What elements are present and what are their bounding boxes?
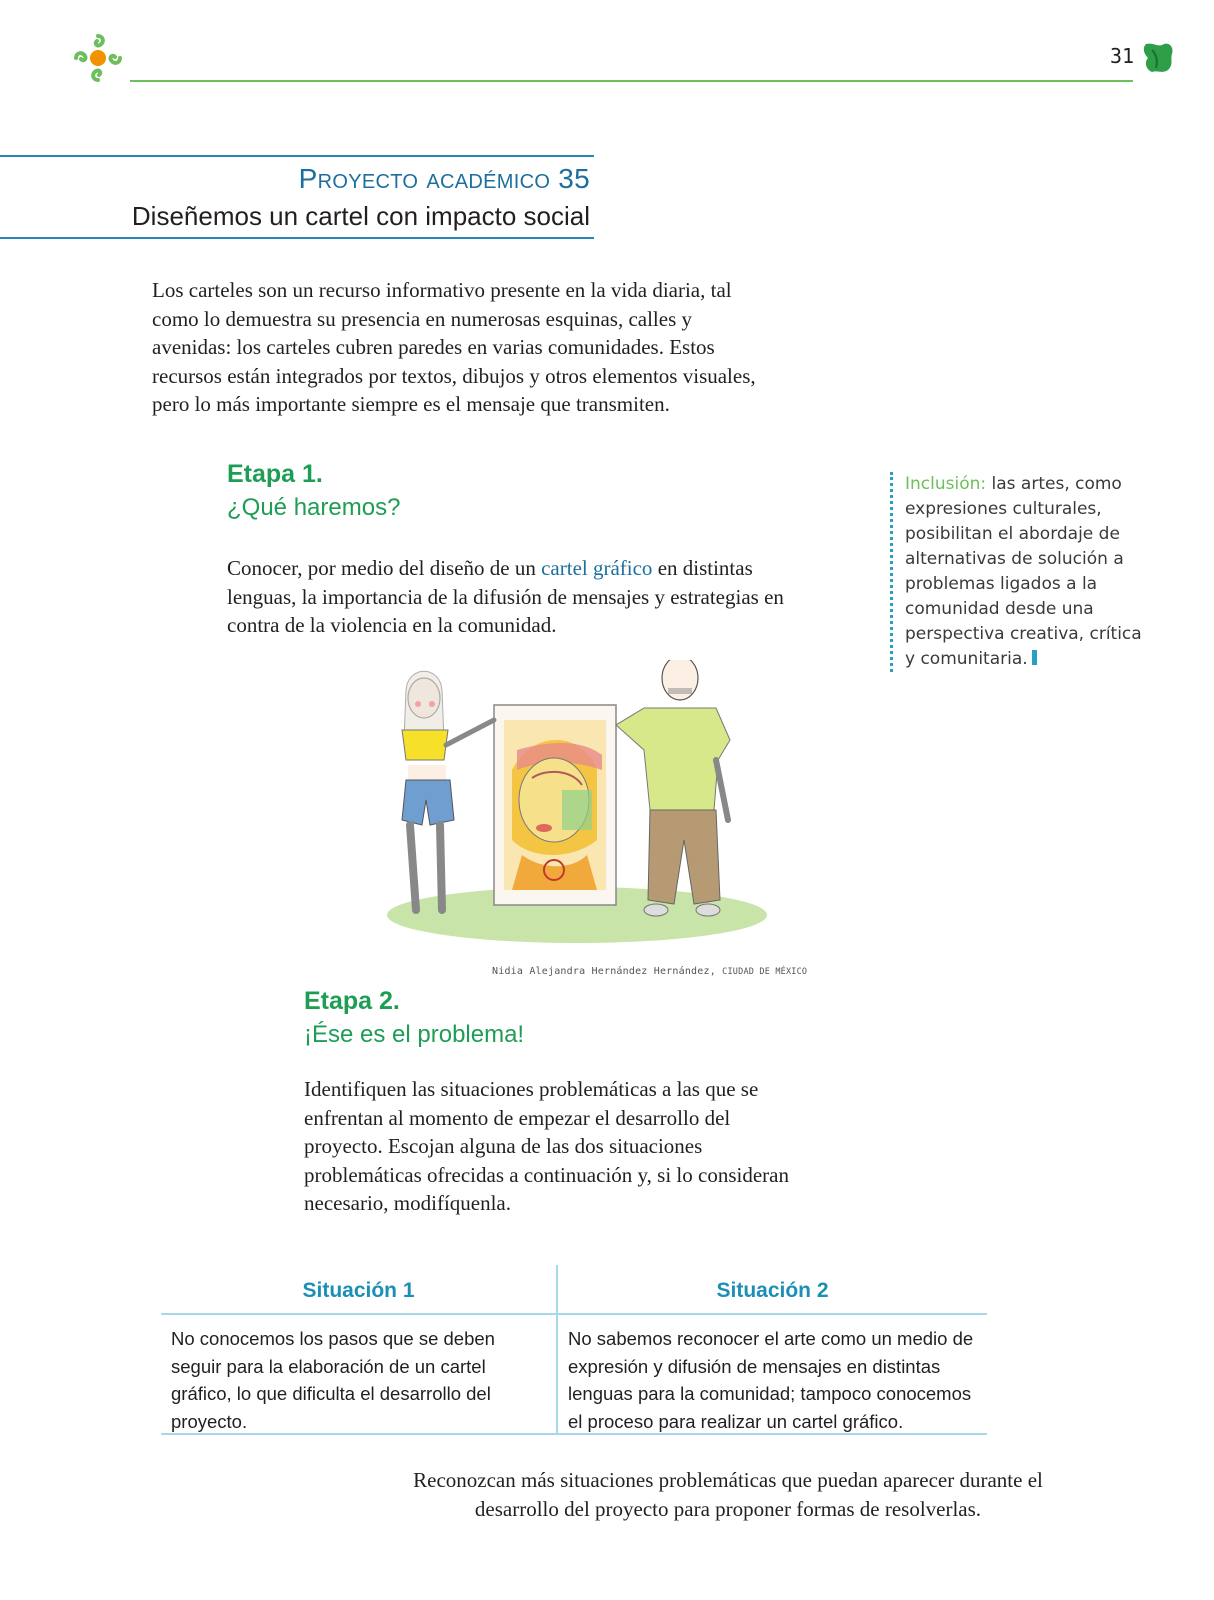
situations-table xyxy=(161,1265,987,1435)
credit-place: CIUDAD DE MÉXICO xyxy=(722,967,808,977)
situations-bottom-rule xyxy=(161,1433,987,1435)
project-label: Proyecto académico 35 xyxy=(298,163,590,194)
stage1-paragraph xyxy=(227,554,827,640)
intro-paragraph: Los carteles son un recurso informativo presente en la vida diaria, tal como lo demuestra su presencia en numerosas esquinas, calles y avenidas: los carteles cubren paredes en varias comunidades. Estos recursos están integrados por textos, dibujos y otros elementos visuales, pero lo más importante siempre es el mensaje que transmiten. xyxy=(152,278,756,416)
stage1-text-before: Conocer, por medio del diseño de un xyxy=(227,556,542,580)
inclusion-sidebar xyxy=(890,472,1150,672)
stage2-paragraph: Identifiquen las situaciones problemáticas a las que se enfrentan al momento de empezar el desarrollo del proyecto. Escojan alguna de las dos situaciones problemáticas ofrecidas a continuación y, si lo consideran necesario, modifíquenla. xyxy=(304,1077,789,1215)
stage1-subheading: ¿Qué haremos? xyxy=(227,494,401,521)
stage1-heading: Etapa 1. xyxy=(227,460,323,488)
situation-1-column xyxy=(161,1265,556,1435)
project-subtitle: Diseñemos un cartel con impacto social xyxy=(131,201,590,231)
situation-1-text: No conocemos los pasos que se deben seguir para la elaboración de un cartel gráfico, lo que dificulta el desarrollo del proyecto. xyxy=(171,1328,495,1432)
sidebar-text: las artes, como expresiones culturales, posibilitan el abordaje de alternativas de solución a problemas ligados a la comunidad desde una perspectiva creativa, crítica y comunitaria. xyxy=(905,474,1142,669)
situation-2-column xyxy=(556,1265,987,1435)
closing-paragraph: Reconozcan más situaciones problemáticas que puedan aparecer durante el desarrollo del proyecto para proponer formas de resolverlas. xyxy=(413,1468,1043,1521)
book-logo-icon xyxy=(70,30,126,86)
header-rule xyxy=(130,80,1133,82)
glossary-term-cartel-grafico[interactable]: cartel gráfico xyxy=(541,556,653,580)
situation-1-title: Situación 1 xyxy=(161,1265,556,1315)
leaf-corner-icon xyxy=(1140,40,1176,76)
page-number: 31 xyxy=(1110,44,1135,68)
end-mark-icon xyxy=(1032,650,1037,665)
situation-2-title: Situación 2 xyxy=(558,1265,987,1315)
poster-illustration xyxy=(382,660,792,960)
stage1-text-after: en distintas lenguas, la importancia de la difusión de mensajes y estrategias en contra de la violencia en la comunidad. xyxy=(227,556,784,637)
project-title-block xyxy=(0,155,594,239)
sidebar-label: Inclusión: xyxy=(905,474,987,494)
stage2-subheading: ¡Ése es el problema! xyxy=(304,1021,525,1048)
credit-name: Nidia Alejandra Hernández Hernández, xyxy=(492,966,723,977)
illustration-credit xyxy=(492,966,807,977)
situation-2-text: No sabemos reconocer el arte como un medio de expresión y difusión de mensajes en distintas lenguas para la comunidad; tampoco conocemos el proceso para realizar un cartel gráfico. xyxy=(568,1328,974,1432)
stage2-heading: Etapa 2. xyxy=(304,987,400,1015)
